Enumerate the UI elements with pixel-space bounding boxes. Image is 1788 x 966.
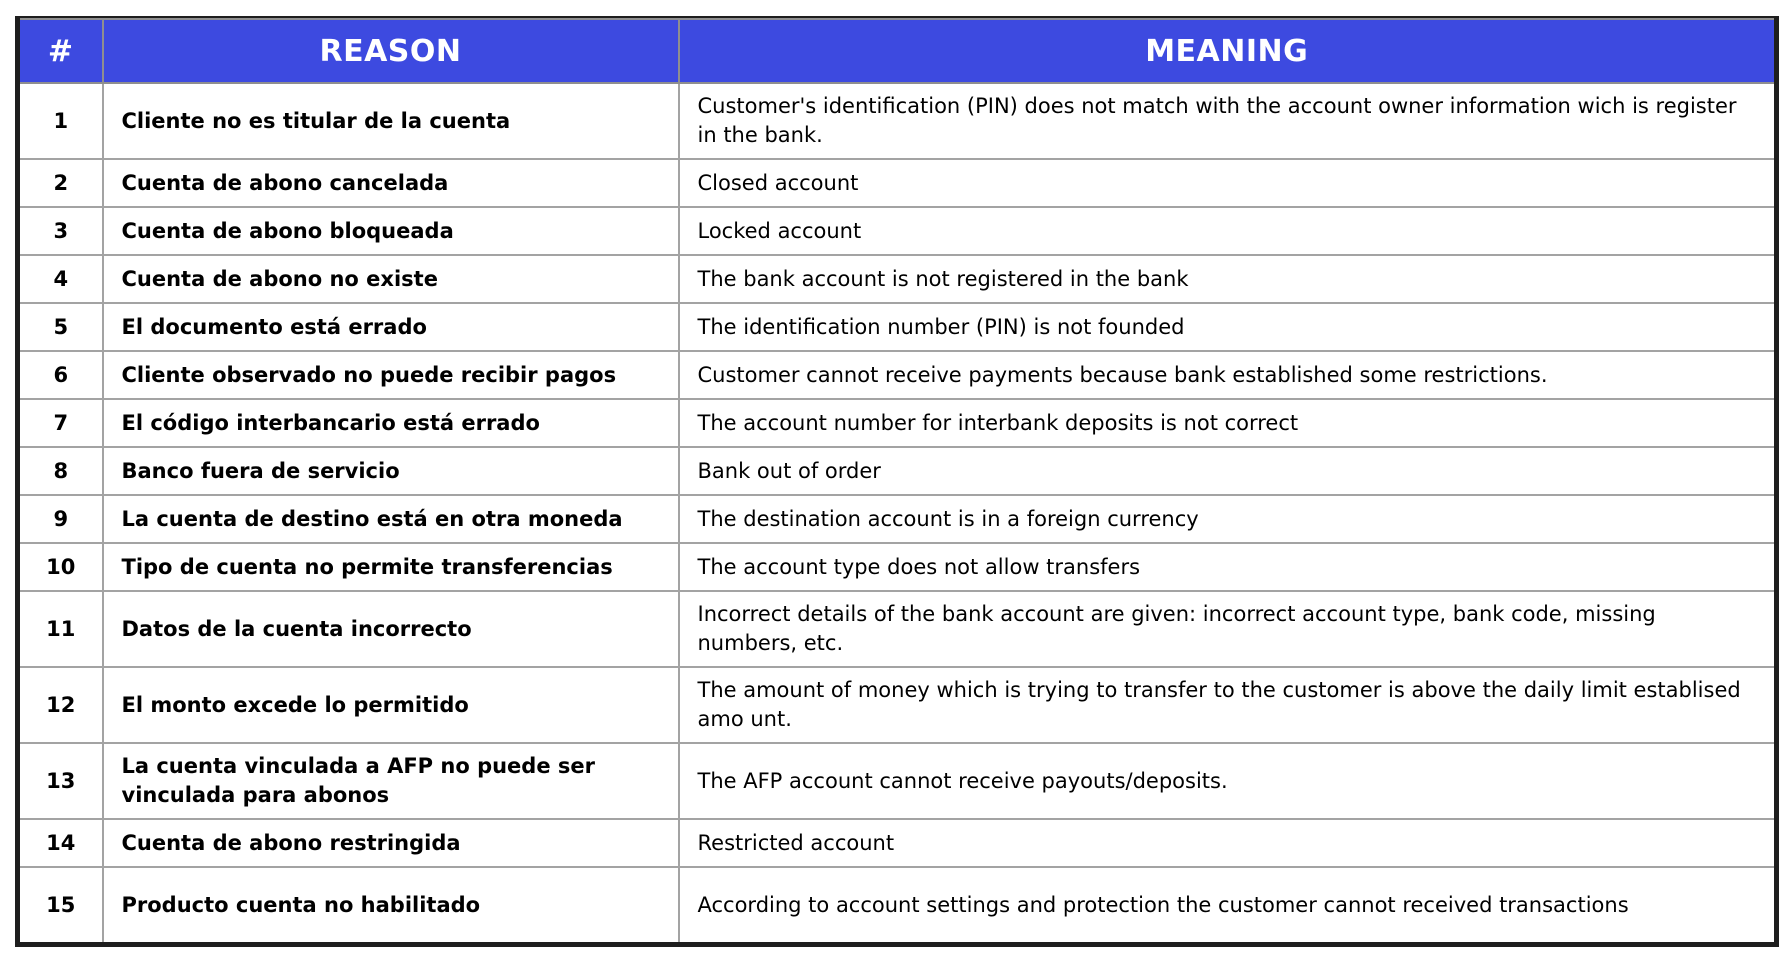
table-row [19, 255, 1776, 303]
row-number: 1 [19, 83, 103, 159]
table-row [19, 351, 1776, 399]
table-row [19, 591, 1776, 667]
row-meaning: Closed account [679, 159, 1776, 207]
row-number: 3 [19, 207, 103, 255]
row-meaning: The amount of money which is trying to transfer to the customer is above the daily limit establised amo unt. [679, 667, 1776, 743]
table-row [19, 83, 1776, 159]
column-header-number: # [19, 19, 103, 83]
reason-codes-table [17, 18, 1777, 945]
row-meaning: The identification number (PIN) is not founded [679, 303, 1776, 351]
row-number: 11 [19, 591, 103, 667]
row-reason: El monto excede lo permitido [103, 667, 679, 743]
row-number: 10 [19, 543, 103, 591]
row-reason: Cuenta de abono restringida [103, 819, 679, 867]
table-row [19, 743, 1776, 819]
column-header-meaning: MEANING [679, 19, 1776, 83]
row-meaning: According to account settings and protection the customer cannot received transactions [679, 867, 1776, 944]
table-row [19, 543, 1776, 591]
table-row [19, 495, 1776, 543]
row-number: 9 [19, 495, 103, 543]
row-reason: Cliente observado no puede recibir pagos [103, 351, 679, 399]
row-meaning: The account type does not allow transfers [679, 543, 1776, 591]
table-row [19, 667, 1776, 743]
reason-codes-table-container [17, 18, 1774, 945]
row-meaning: Locked account [679, 207, 1776, 255]
row-reason: Cuenta de abono bloqueada [103, 207, 679, 255]
row-reason: El código interbancario está errado [103, 399, 679, 447]
row-meaning: Bank out of order [679, 447, 1776, 495]
row-number: 15 [19, 867, 103, 944]
row-reason: Banco fuera de servicio [103, 447, 679, 495]
row-reason: Producto cuenta no habilitado [103, 867, 679, 944]
column-header-reason: REASON [103, 19, 679, 83]
table-row [19, 399, 1776, 447]
row-number: 14 [19, 819, 103, 867]
row-reason: La cuenta vinculada a AFP no puede ser vinculada para abonos [103, 743, 679, 819]
row-number: 5 [19, 303, 103, 351]
row-reason: Cliente no es titular de la cuenta [103, 83, 679, 159]
row-number: 13 [19, 743, 103, 819]
table-row [19, 159, 1776, 207]
row-meaning: Customer cannot receive payments because bank established some restrictions. [679, 351, 1776, 399]
row-meaning: Incorrect details of the bank account are given: incorrect account type, bank code, missing numbers, etc. [679, 591, 1776, 667]
table-header-row [19, 19, 1776, 83]
row-meaning: The AFP account cannot receive payouts/deposits. [679, 743, 1776, 819]
row-reason: Datos de la cuenta incorrecto [103, 591, 679, 667]
row-meaning: The account number for interbank deposits is not correct [679, 399, 1776, 447]
row-reason: Cuenta de abono no existe [103, 255, 679, 303]
row-reason: La cuenta de destino está en otra moneda [103, 495, 679, 543]
row-meaning: The destination account is in a foreign currency [679, 495, 1776, 543]
table-row [19, 447, 1776, 495]
table-row [19, 303, 1776, 351]
row-number: 8 [19, 447, 103, 495]
row-number: 6 [19, 351, 103, 399]
table-row [19, 867, 1776, 944]
row-number: 2 [19, 159, 103, 207]
row-reason: El documento está errado [103, 303, 679, 351]
row-number: 12 [19, 667, 103, 743]
row-meaning: Restricted account [679, 819, 1776, 867]
row-number: 4 [19, 255, 103, 303]
row-reason: Tipo de cuenta no permite transferencias [103, 543, 679, 591]
table-row [19, 819, 1776, 867]
row-meaning: Customer's identification (PIN) does not match with the account owner information wich is register in the bank. [679, 83, 1776, 159]
table-row [19, 207, 1776, 255]
row-reason: Cuenta de abono cancelada [103, 159, 679, 207]
row-meaning: The bank account is not registered in the bank [679, 255, 1776, 303]
row-number: 7 [19, 399, 103, 447]
